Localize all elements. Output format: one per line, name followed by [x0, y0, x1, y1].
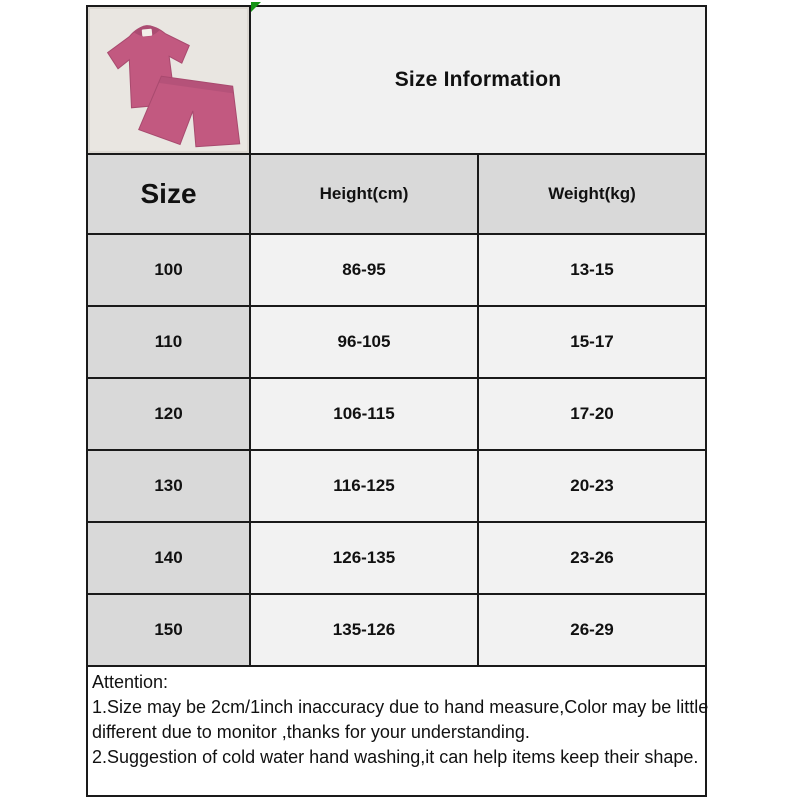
table-cell-weight: 23-26: [479, 523, 705, 593]
product-photo: [88, 7, 251, 153]
table-cell-weight: 17-20: [479, 379, 705, 449]
table-row: [88, 451, 705, 523]
table-cell-size: 110: [88, 307, 251, 377]
table-row: [88, 307, 705, 379]
table-cell-size: 140: [88, 523, 251, 593]
attention-line-1: 1.Size may be 2cm/1inch inaccuracy due to hand measure,Color may be little: [92, 697, 709, 717]
size-information-header: [251, 7, 705, 153]
column-header-row: [88, 155, 705, 235]
attention-note: [88, 667, 709, 795]
table-row: [88, 523, 705, 595]
table-cell-height: 86-95: [251, 235, 479, 305]
table-cell-size: 120: [88, 379, 251, 449]
column-header-height: Height(cm): [251, 155, 479, 233]
table-cell-size: 100: [88, 235, 251, 305]
attention-line-3: 2.Suggestion of cold water hand washing,it can help items keep their shape.: [92, 747, 699, 767]
size-chart-table: [86, 5, 707, 797]
attention-line-2: different due to monitor ,thanks for your understanding.: [92, 722, 530, 742]
table-cell-height: 106-115: [251, 379, 479, 449]
table-cell-weight: 26-29: [479, 595, 705, 665]
page-title: Size Information: [394, 68, 562, 91]
table-cell-height: 126-135: [251, 523, 479, 593]
table-cell-height: 96-105: [251, 307, 479, 377]
table-row: [88, 379, 705, 451]
banner-row: [88, 7, 705, 155]
table-cell-height: 116-125: [251, 451, 479, 521]
table-row: [88, 235, 705, 307]
table-cell-height: 135-126: [251, 595, 479, 665]
attention-title: Attention:: [92, 672, 169, 692]
tshirt-shorts-image: [88, 7, 249, 153]
column-header-weight: Weight(kg): [479, 155, 705, 233]
table-cell-size: 130: [88, 451, 251, 521]
table-cell-weight: 13-15: [479, 235, 705, 305]
table-cell-weight: 15-17: [479, 307, 705, 377]
table-row: [88, 595, 705, 667]
column-header-size: Size: [88, 155, 251, 233]
table-cell-weight: 20-23: [479, 451, 705, 521]
table-cell-size: 150: [88, 595, 251, 665]
